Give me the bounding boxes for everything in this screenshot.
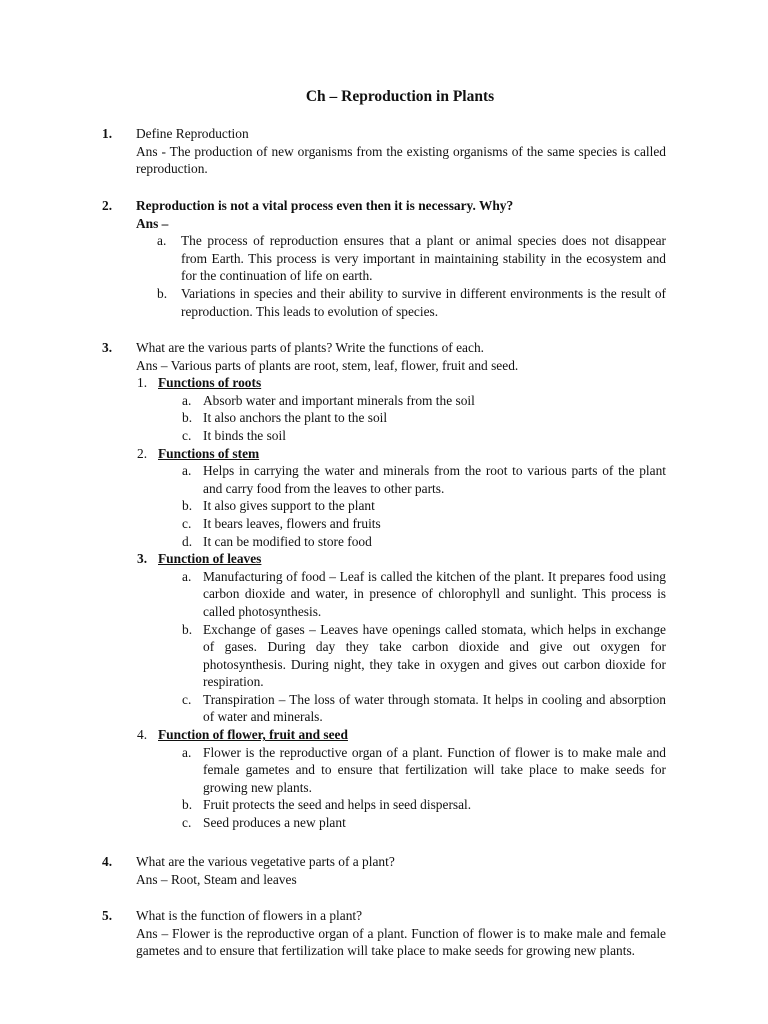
section-number: 4. xyxy=(137,727,148,743)
item-text: It bears leaves, flowers and fruits xyxy=(203,515,381,531)
question-3 xyxy=(102,339,666,832)
list-item xyxy=(182,409,666,427)
list-item xyxy=(182,462,666,497)
document-title: Ch – Reproduction in Plants xyxy=(305,88,495,105)
answer-text: Ans – Various parts of plants are root, stem, leaf, flower, fruit and seed. xyxy=(136,357,519,373)
section-title: Functions of stem xyxy=(158,445,260,461)
item-text: It binds the soil xyxy=(203,427,286,443)
list-item xyxy=(182,744,666,797)
item-label: a. xyxy=(182,568,192,584)
item-label: c. xyxy=(182,815,192,831)
item-label: a. xyxy=(157,233,167,249)
section-number: 2. xyxy=(137,445,148,461)
question-number: 1. xyxy=(102,126,113,141)
item-text: Absorb water and important minerals from the soil xyxy=(203,392,475,408)
section-roots xyxy=(137,374,666,392)
list-item xyxy=(182,497,666,515)
item-text: It can be modified to store food xyxy=(203,533,372,549)
list-item xyxy=(182,621,666,691)
item-text: Flower is the reproductive organ of a plant. Function of flower is to make male and female gametes and to ensure that fertilization will take place to make seeds for growing new plants. xyxy=(203,744,666,795)
item-text: Helps in carrying the water and minerals from the root to various parts of the plant and carry food from the leaves to other parts. xyxy=(203,463,666,496)
list-item xyxy=(157,232,666,285)
item-label: a. xyxy=(182,463,192,479)
question-text: What are the various parts of plants? Write the functions of each. xyxy=(136,340,484,355)
list-item xyxy=(182,427,666,445)
item-label: a. xyxy=(182,392,192,408)
list-item xyxy=(157,285,666,320)
item-label: b. xyxy=(182,621,193,637)
question-2 xyxy=(102,197,666,320)
section-title: Function of flower, fruit and seed xyxy=(158,727,348,743)
item-text: Exchange of gases – Leaves have openings called stomata, which helps in exchange of gases. During day they take carbon dioxide and give out oxygen for photosynthesis. During night, they take in oxygen and gives out carbon dioxide for respiration. xyxy=(203,621,666,690)
list-item xyxy=(182,392,666,410)
section-title: Functions of roots xyxy=(158,375,262,391)
item-text: Manufacturing of food – Leaf is called the kitchen of the plant. It prepares food using carbon dioxide and water, in presence of chlorophyll and sunlight. This process is called photosynthesis. xyxy=(203,568,666,619)
question-number: 3. xyxy=(102,340,113,355)
question-text: What is the function of flowers in a plant? xyxy=(136,908,363,923)
section-leaves xyxy=(137,550,666,568)
item-label: a. xyxy=(182,744,192,760)
item-label: b. xyxy=(157,285,168,301)
item-label: d. xyxy=(182,533,193,549)
item-label: c. xyxy=(182,427,192,443)
section-title: Function of leaves xyxy=(158,551,262,567)
answer-label: Ans – xyxy=(136,215,169,231)
question-text: What are the various vegetative parts of a plant? xyxy=(136,854,395,869)
question-4 xyxy=(102,853,666,888)
item-text: Fruit protects the seed and helps in seed dispersal. xyxy=(203,797,472,813)
question-text: Reproduction is not a vital process even then it is necessary. Why? xyxy=(136,198,514,213)
section-flower-fruit-seed xyxy=(137,726,666,744)
list-item xyxy=(182,796,666,814)
question-1 xyxy=(102,125,666,178)
item-text: Seed produces a new plant xyxy=(203,815,346,831)
item-text: It also anchors the plant to the soil xyxy=(203,410,388,426)
question-number: 4. xyxy=(102,854,113,869)
item-text: The process of reproduction ensures that a plant or animal species does not disappear from Earth. This process is very important in maintaining stability in the ecosystem and for the continuation of life on earth. xyxy=(181,233,666,284)
item-label: b. xyxy=(182,410,193,426)
section-stem xyxy=(137,445,666,463)
answer-text: Ans – Root, Steam and leaves xyxy=(136,871,297,887)
item-label: c. xyxy=(182,691,192,707)
item-text: It also gives support to the plant xyxy=(203,498,375,514)
item-text: Transpiration – The loss of water through stomata. It helps in cooling and absorption of water and minerals. xyxy=(203,691,666,725)
question-text: Define Reproduction xyxy=(136,126,249,141)
list-item xyxy=(182,814,666,832)
section-number: 3. xyxy=(137,551,148,567)
answer-text: Ans – Flower is the reproductive organ of a plant. Function of flower is to make male and female gametes and to ensure that fertilization will take place to make seeds for growing new plants. xyxy=(136,925,666,959)
question-number: 2. xyxy=(102,198,113,213)
question-5 xyxy=(102,907,666,960)
item-label: b. xyxy=(182,498,193,514)
item-label: c. xyxy=(182,515,192,531)
list-item xyxy=(182,568,666,621)
list-item xyxy=(182,691,666,726)
section-number: 1. xyxy=(137,375,148,391)
list-item xyxy=(182,515,666,533)
question-number: 5. xyxy=(102,908,113,923)
item-label: b. xyxy=(182,797,193,813)
answer-text: Ans - The production of new organisms from the existing organisms of the same species is called reproduction. xyxy=(136,143,666,177)
item-text: Variations in species and their ability to survive in different environments is the result of reproduction. This leads to evolution of species. xyxy=(181,285,666,319)
list-item xyxy=(182,533,666,551)
